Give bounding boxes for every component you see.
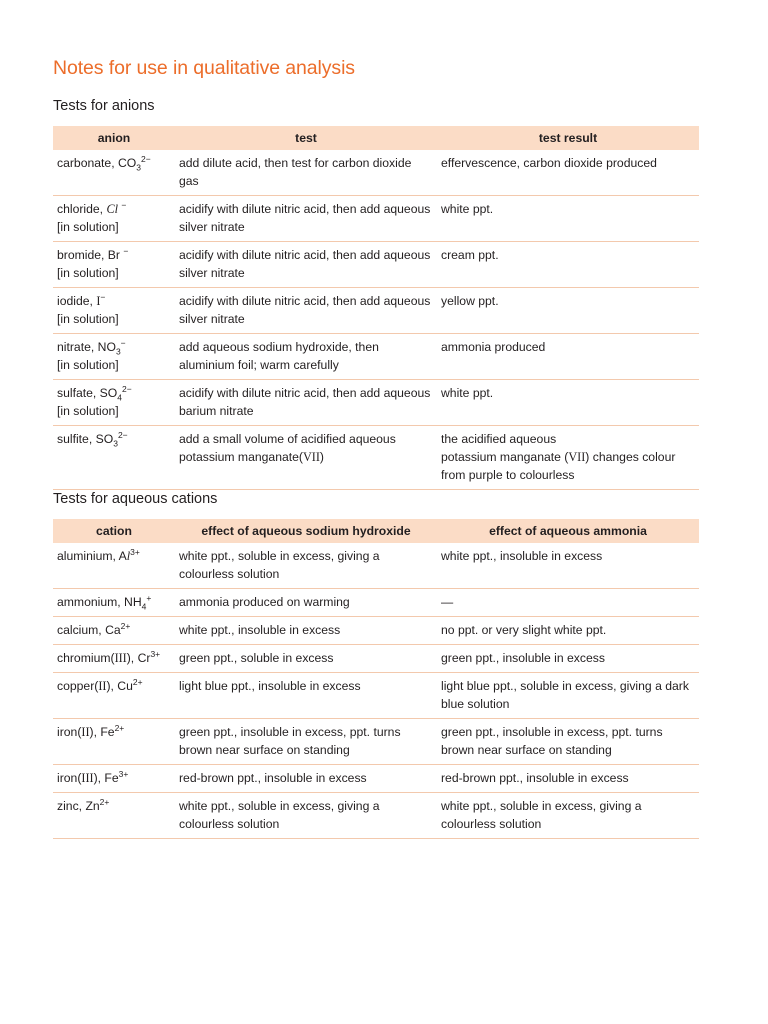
column-header-test-result: test result xyxy=(437,126,699,150)
anions-header-row xyxy=(53,126,699,150)
cations-cation-cell: zinc, $Zn^{2+}$ xyxy=(53,793,175,839)
column-header-anion: anion xyxy=(53,126,175,150)
anions-result-cell: white ppt. xyxy=(437,196,699,242)
anions-result-cell: ammonia produced xyxy=(437,334,699,380)
cations-sodium-hydroxide-cell: white ppt., insoluble in excess xyxy=(175,617,437,645)
cations-sodium-hydroxide-cell: white ppt., soluble in excess, giving a colourless solution xyxy=(175,543,437,589)
cations-row xyxy=(53,645,699,673)
column-header-test: test xyxy=(175,126,437,150)
cations-row xyxy=(53,617,699,645)
anions-table xyxy=(53,126,699,490)
cations-cation-cell: chromium(III), $Cr^{3+}$ xyxy=(53,645,175,673)
anions-test-cell: add dilute acid, then test for carbon dioxide gas xyxy=(175,150,437,196)
cations-sodium-hydroxide-cell: light blue ppt., insoluble in excess xyxy=(175,673,437,719)
cations-ammonia-cell: no ppt. or very slight white ppt. xyxy=(437,617,699,645)
anions-anion-cell: chloride, Cl − [in solution] xyxy=(53,196,175,242)
cations-table xyxy=(53,519,699,839)
anions-anion-cell: iodide, I− [in solution] xyxy=(53,288,175,334)
cations-ammonia-cell: light blue ppt., soluble in excess, giving a dark blue solution xyxy=(437,673,699,719)
cations-cation-cell: iron(III), $Fe^{3+}$ xyxy=(53,765,175,793)
column-header-ammonia: effect of aqueous ammonia xyxy=(437,519,699,543)
cations-row xyxy=(53,543,699,589)
anions-row xyxy=(53,426,699,490)
cations-ammonia-cell: — xyxy=(437,589,699,617)
anions-row xyxy=(53,334,699,380)
anions-test-cell: add a small volume of acidified aqueous potassium manganate(VII) xyxy=(175,426,437,490)
anions-test-cell: add aqueous sodium hydroxide, then aluminium foil; warm carefully xyxy=(175,334,437,380)
cations-section-title: Tests for aqueous cations xyxy=(53,491,218,507)
anions-anion-cell: sulfate, $SO_4^{2-}$ [in solution] xyxy=(53,380,175,426)
cations-sodium-hydroxide-cell: white ppt., soluble in excess, giving a colourless solution xyxy=(175,793,437,839)
cations-row xyxy=(53,719,699,765)
cations-ammonia-cell: red-brown ppt., insoluble in excess xyxy=(437,765,699,793)
cations-sodium-hydroxide-cell: green ppt., insoluble in excess, ppt. turns brown near surface on standing xyxy=(175,719,437,765)
anions-anion-cell: carbonate, $CO_3^{2-}$ xyxy=(53,150,175,196)
anions-test-cell: acidify with dilute nitric acid, then add aqueous silver nitrate xyxy=(175,196,437,242)
cations-ammonia-cell: green ppt., insoluble in excess xyxy=(437,645,699,673)
column-header-sodium-hydroxide: effect of aqueous sodium hydroxide xyxy=(175,519,437,543)
cations-cation-cell: aluminium, $Al^{3+}$ xyxy=(53,543,175,589)
cations-row xyxy=(53,793,699,839)
cations-cation-cell: iron(II), $Fe^{2+}$ xyxy=(53,719,175,765)
anions-anion-cell: sulfite, $SO_3^{2-}$ xyxy=(53,426,175,490)
anions-row xyxy=(53,196,699,242)
cations-ammonia-cell: green ppt., insoluble in excess, ppt. turns brown near surface on standing xyxy=(437,719,699,765)
cations-ammonia-cell: white ppt., insoluble in excess xyxy=(437,543,699,589)
anions-anion-cell: bromide, Br − [in solution] xyxy=(53,242,175,288)
anions-section-title: Tests for anions xyxy=(53,98,155,114)
column-header-cation: cation xyxy=(53,519,175,543)
cations-cation-cell: ammonium, $NH_4^+$ xyxy=(53,589,175,617)
anions-row xyxy=(53,150,699,196)
anions-anion-cell: nitrate, $NO_3^-$ [in solution] xyxy=(53,334,175,380)
anions-test-cell: acidify with dilute nitric acid, then add aqueous silver nitrate xyxy=(175,288,437,334)
cations-row xyxy=(53,765,699,793)
cations-row xyxy=(53,673,699,719)
cations-cation-cell: calcium, $Ca^{2+}$ xyxy=(53,617,175,645)
anions-row xyxy=(53,242,699,288)
cations-ammonia-cell: white ppt., soluble in excess, giving a colourless solution xyxy=(437,793,699,839)
anions-result-cell: effervescence, carbon dioxide produced xyxy=(437,150,699,196)
cations-sodium-hydroxide-cell: red-brown ppt., insoluble in excess xyxy=(175,765,437,793)
anions-test-cell: acidify with dilute nitric acid, then add aqueous barium nitrate xyxy=(175,380,437,426)
cations-row xyxy=(53,589,699,617)
anions-result-cell: the acidified aqueous potassium manganate (VII) changes colour from purple to colourless xyxy=(437,426,699,490)
anions-row xyxy=(53,288,699,334)
anions-row xyxy=(53,380,699,426)
anions-test-cell: acidify with dilute nitric acid, then add aqueous silver nitrate xyxy=(175,242,437,288)
anions-result-cell: white ppt. xyxy=(437,380,699,426)
cations-sodium-hydroxide-cell: ammonia produced on warming xyxy=(175,589,437,617)
anions-result-cell: cream ppt. xyxy=(437,242,699,288)
cations-header-row xyxy=(53,519,699,543)
cations-cation-cell: copper(II), $Cu^{2+}$ xyxy=(53,673,175,719)
page-title: Notes for use in qualitative analysis xyxy=(53,57,355,79)
anions-result-cell: yellow ppt. xyxy=(437,288,699,334)
cations-sodium-hydroxide-cell: green ppt., soluble in excess xyxy=(175,645,437,673)
